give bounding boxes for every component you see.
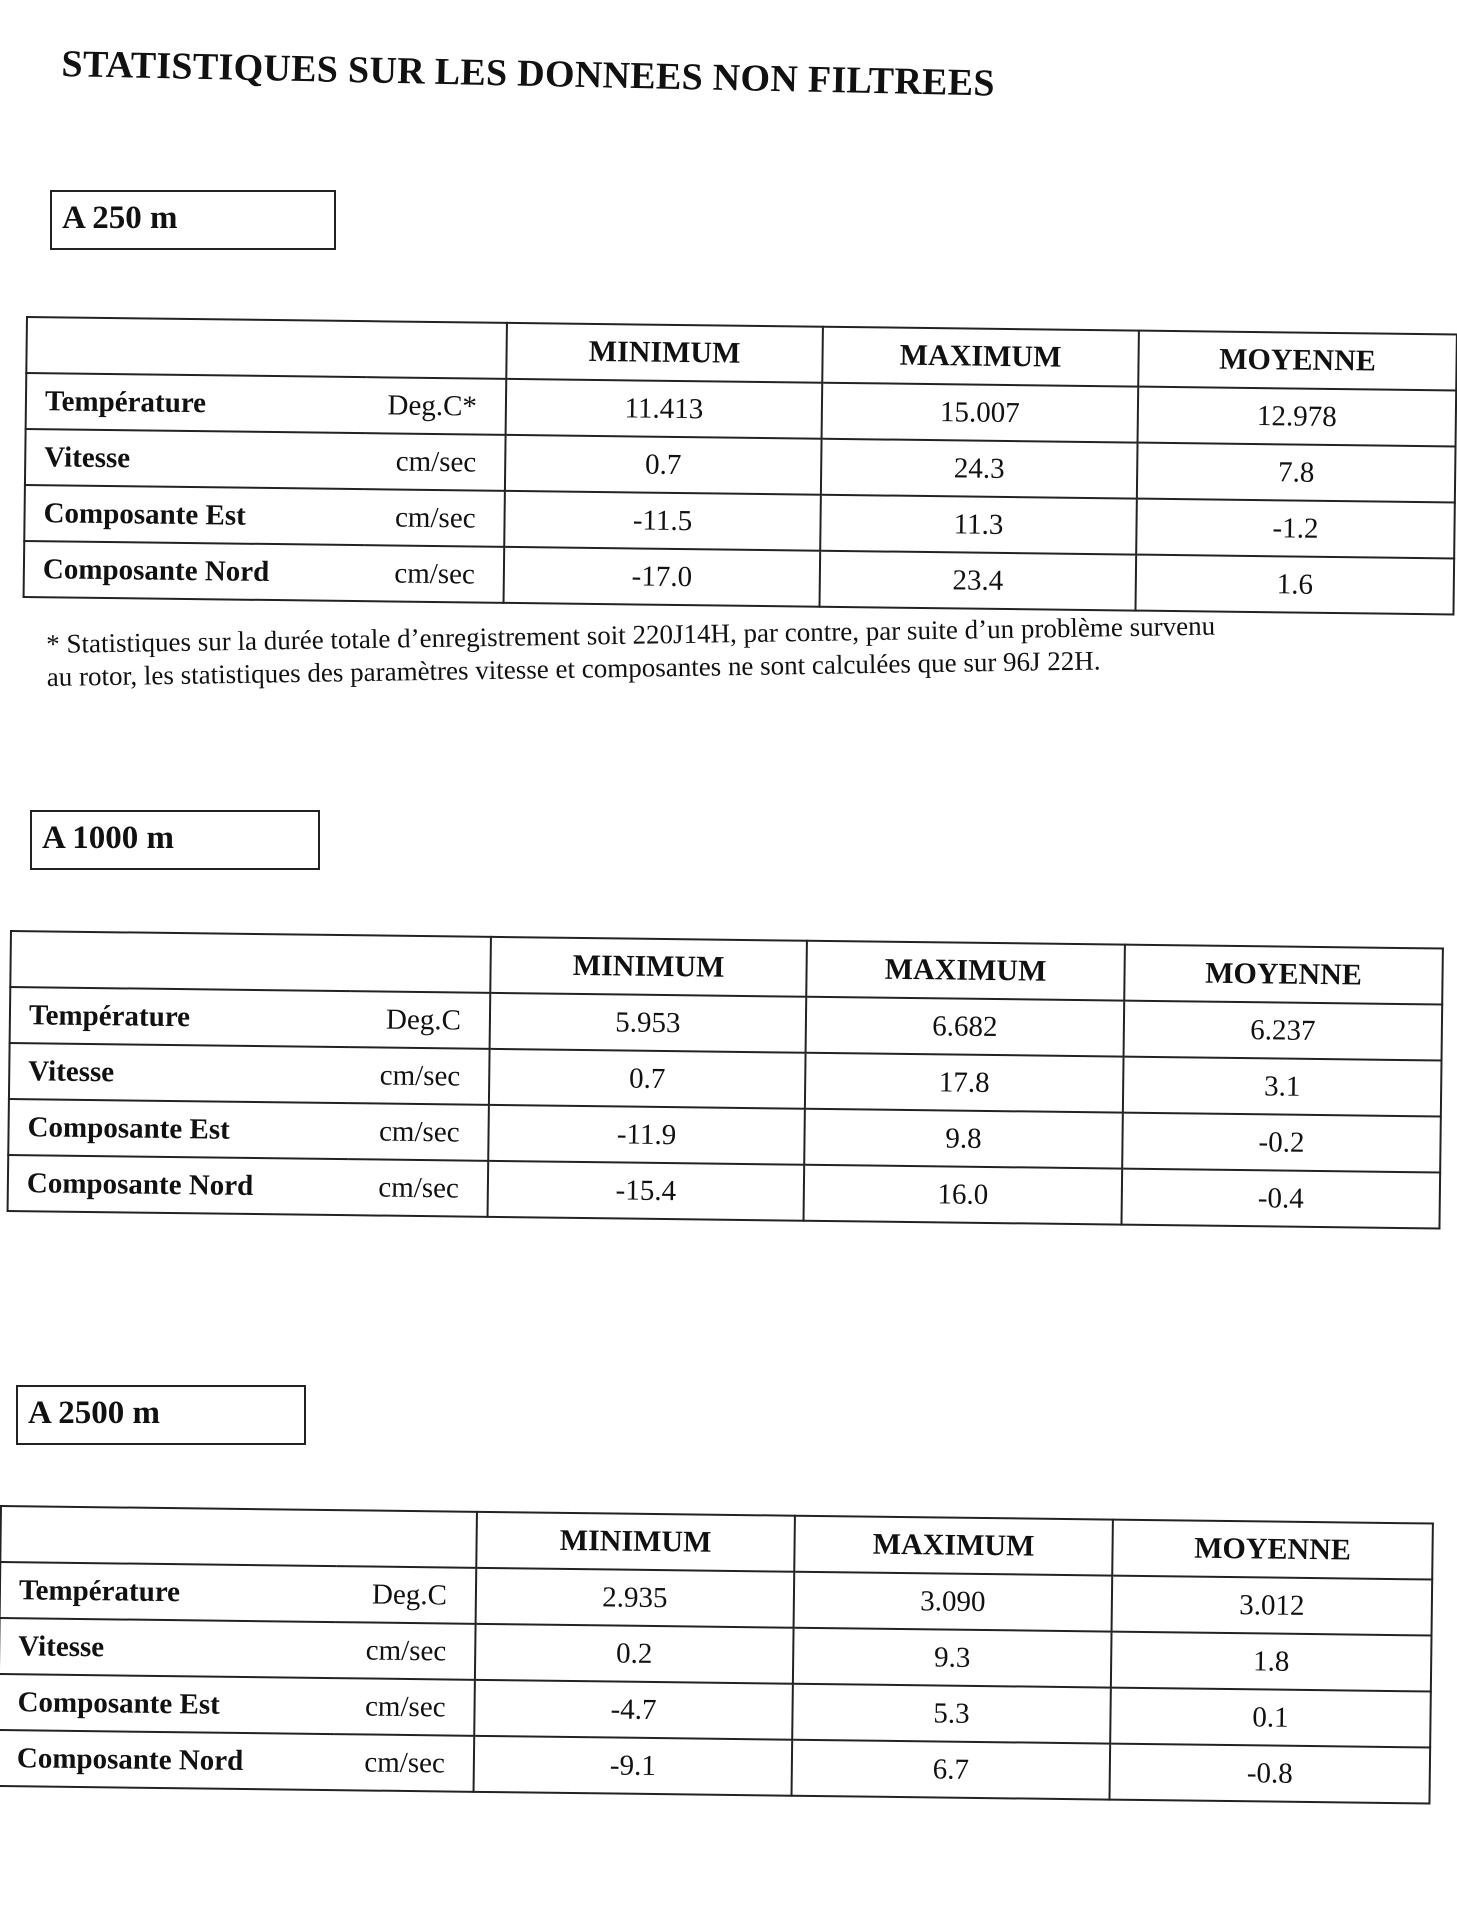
minimum-value: -4.7 [474, 1680, 793, 1740]
minimum-value: -9.1 [474, 1736, 793, 1796]
column-header-maximum: MAXIMUM [794, 1516, 1113, 1576]
minimum-value: 0.2 [475, 1624, 794, 1684]
depth-label-2500m: A 2500 m [16, 1385, 306, 1445]
maximum-value: 6.682 [806, 997, 1125, 1057]
parameter-name: Composante Nord [42, 552, 270, 588]
stats-table-2500m [0, 1505, 1434, 1804]
parameter-unit: cm/sec [334, 1678, 475, 1736]
parameter-unit: cm/sec [349, 1047, 490, 1105]
parameter-unit: Deg.C* [366, 377, 507, 435]
minimum-value: 11.413 [506, 379, 823, 439]
maximum-value: 6.7 [792, 1740, 1111, 1800]
parameter-unit: cm/sec [364, 545, 505, 603]
mean-value: 6.237 [1124, 1001, 1443, 1061]
parameter-name: Composante Est [27, 1110, 230, 1146]
parameter-name: Composante Nord [26, 1166, 254, 1202]
minimum-value: -11.9 [488, 1105, 805, 1165]
parameter-name: Vitesse [18, 1629, 105, 1663]
parameter-name: Température [44, 384, 207, 419]
maximum-value: 3.090 [794, 1572, 1113, 1632]
maximum-value: 15.007 [822, 383, 1139, 443]
page-title: STATISTIQUES SUR LES DONNEES NON FILTREES [61, 42, 996, 105]
column-header-minimum: MINIMUM [506, 323, 823, 383]
parameter-unit: Deg.C [350, 991, 491, 1049]
column-header-moyenne: MOYENNE [1112, 1520, 1433, 1580]
parameter-name: Composante Nord [16, 1741, 244, 1777]
column-header-minimum: MINIMUM [476, 1512, 795, 1572]
parameter-unit: cm/sec [334, 1734, 475, 1792]
minimum-value: -11.5 [504, 491, 821, 551]
column-header-maximum: MAXIMUM [822, 327, 1139, 387]
parameter-unit: cm/sec [335, 1622, 476, 1680]
mean-value: -1.2 [1136, 499, 1455, 559]
maximum-value: 24.3 [821, 439, 1138, 499]
mean-value: -0.2 [1122, 1113, 1441, 1173]
footnote: * Statistiques sur la durée totale d’enregistrement soit 220J14H, par contre, par suite d’un problème survenu au rotor, les statistiques des paramètres vitesse et composantes ne sont calculées que sur 96J 22H. [46, 610, 1216, 692]
maximum-value: 9.3 [793, 1628, 1112, 1688]
maximum-value: 16.0 [804, 1165, 1123, 1225]
mean-value: 12.978 [1138, 387, 1457, 447]
minimum-value: 0.7 [505, 435, 822, 495]
mean-value: -0.8 [1109, 1744, 1430, 1804]
parameter-name: Température [28, 998, 191, 1033]
depth-label-1000m: A 1000 m [30, 810, 320, 870]
header-blank-cell [26, 317, 507, 379]
minimum-value: 5.953 [490, 993, 807, 1053]
parameter-unit: cm/sec [348, 1159, 489, 1217]
column-header-minimum: MINIMUM [490, 937, 807, 997]
mean-value: 1.8 [1111, 1632, 1432, 1692]
minimum-value: 0.7 [489, 1049, 806, 1109]
minimum-value: -15.4 [488, 1161, 805, 1221]
parameter-name: Composante Est [43, 496, 246, 532]
parameter-name: Vitesse [28, 1054, 115, 1088]
mean-value: 3.1 [1123, 1057, 1442, 1117]
parameter-unit: cm/sec [365, 433, 506, 491]
header-blank-cell [10, 931, 491, 993]
column-header-maximum: MAXIMUM [806, 941, 1125, 1001]
mean-value: -0.4 [1121, 1169, 1440, 1229]
parameter-name: Composante Est [17, 1685, 220, 1721]
mean-value: 0.1 [1110, 1688, 1431, 1748]
minimum-value: -17.0 [504, 547, 821, 607]
parameter-unit: Deg.C [336, 1566, 477, 1624]
maximum-value: 23.4 [820, 551, 1137, 611]
maximum-value: 5.3 [792, 1684, 1111, 1744]
maximum-value: 17.8 [805, 1053, 1124, 1113]
depth-label-250m: A 250 m [50, 190, 336, 250]
parameter-name: Vitesse [44, 440, 131, 474]
parameter-name: Température [18, 1573, 181, 1608]
stats-table-1000m [7, 930, 1444, 1229]
column-header-moyenne: MOYENNE [1138, 331, 1457, 391]
parameter-unit: cm/sec [364, 489, 505, 547]
header-blank-cell [0, 1506, 477, 1568]
maximum-value: 9.8 [804, 1109, 1123, 1169]
column-header-moyenne: MOYENNE [1124, 945, 1443, 1005]
minimum-value: 2.935 [476, 1568, 795, 1628]
mean-value: 1.6 [1135, 555, 1454, 615]
parameter-unit: cm/sec [348, 1103, 489, 1161]
stats-table-250m [23, 316, 1457, 615]
mean-value: 7.8 [1137, 443, 1456, 503]
mean-value: 3.012 [1112, 1576, 1433, 1636]
maximum-value: 11.3 [820, 495, 1137, 555]
